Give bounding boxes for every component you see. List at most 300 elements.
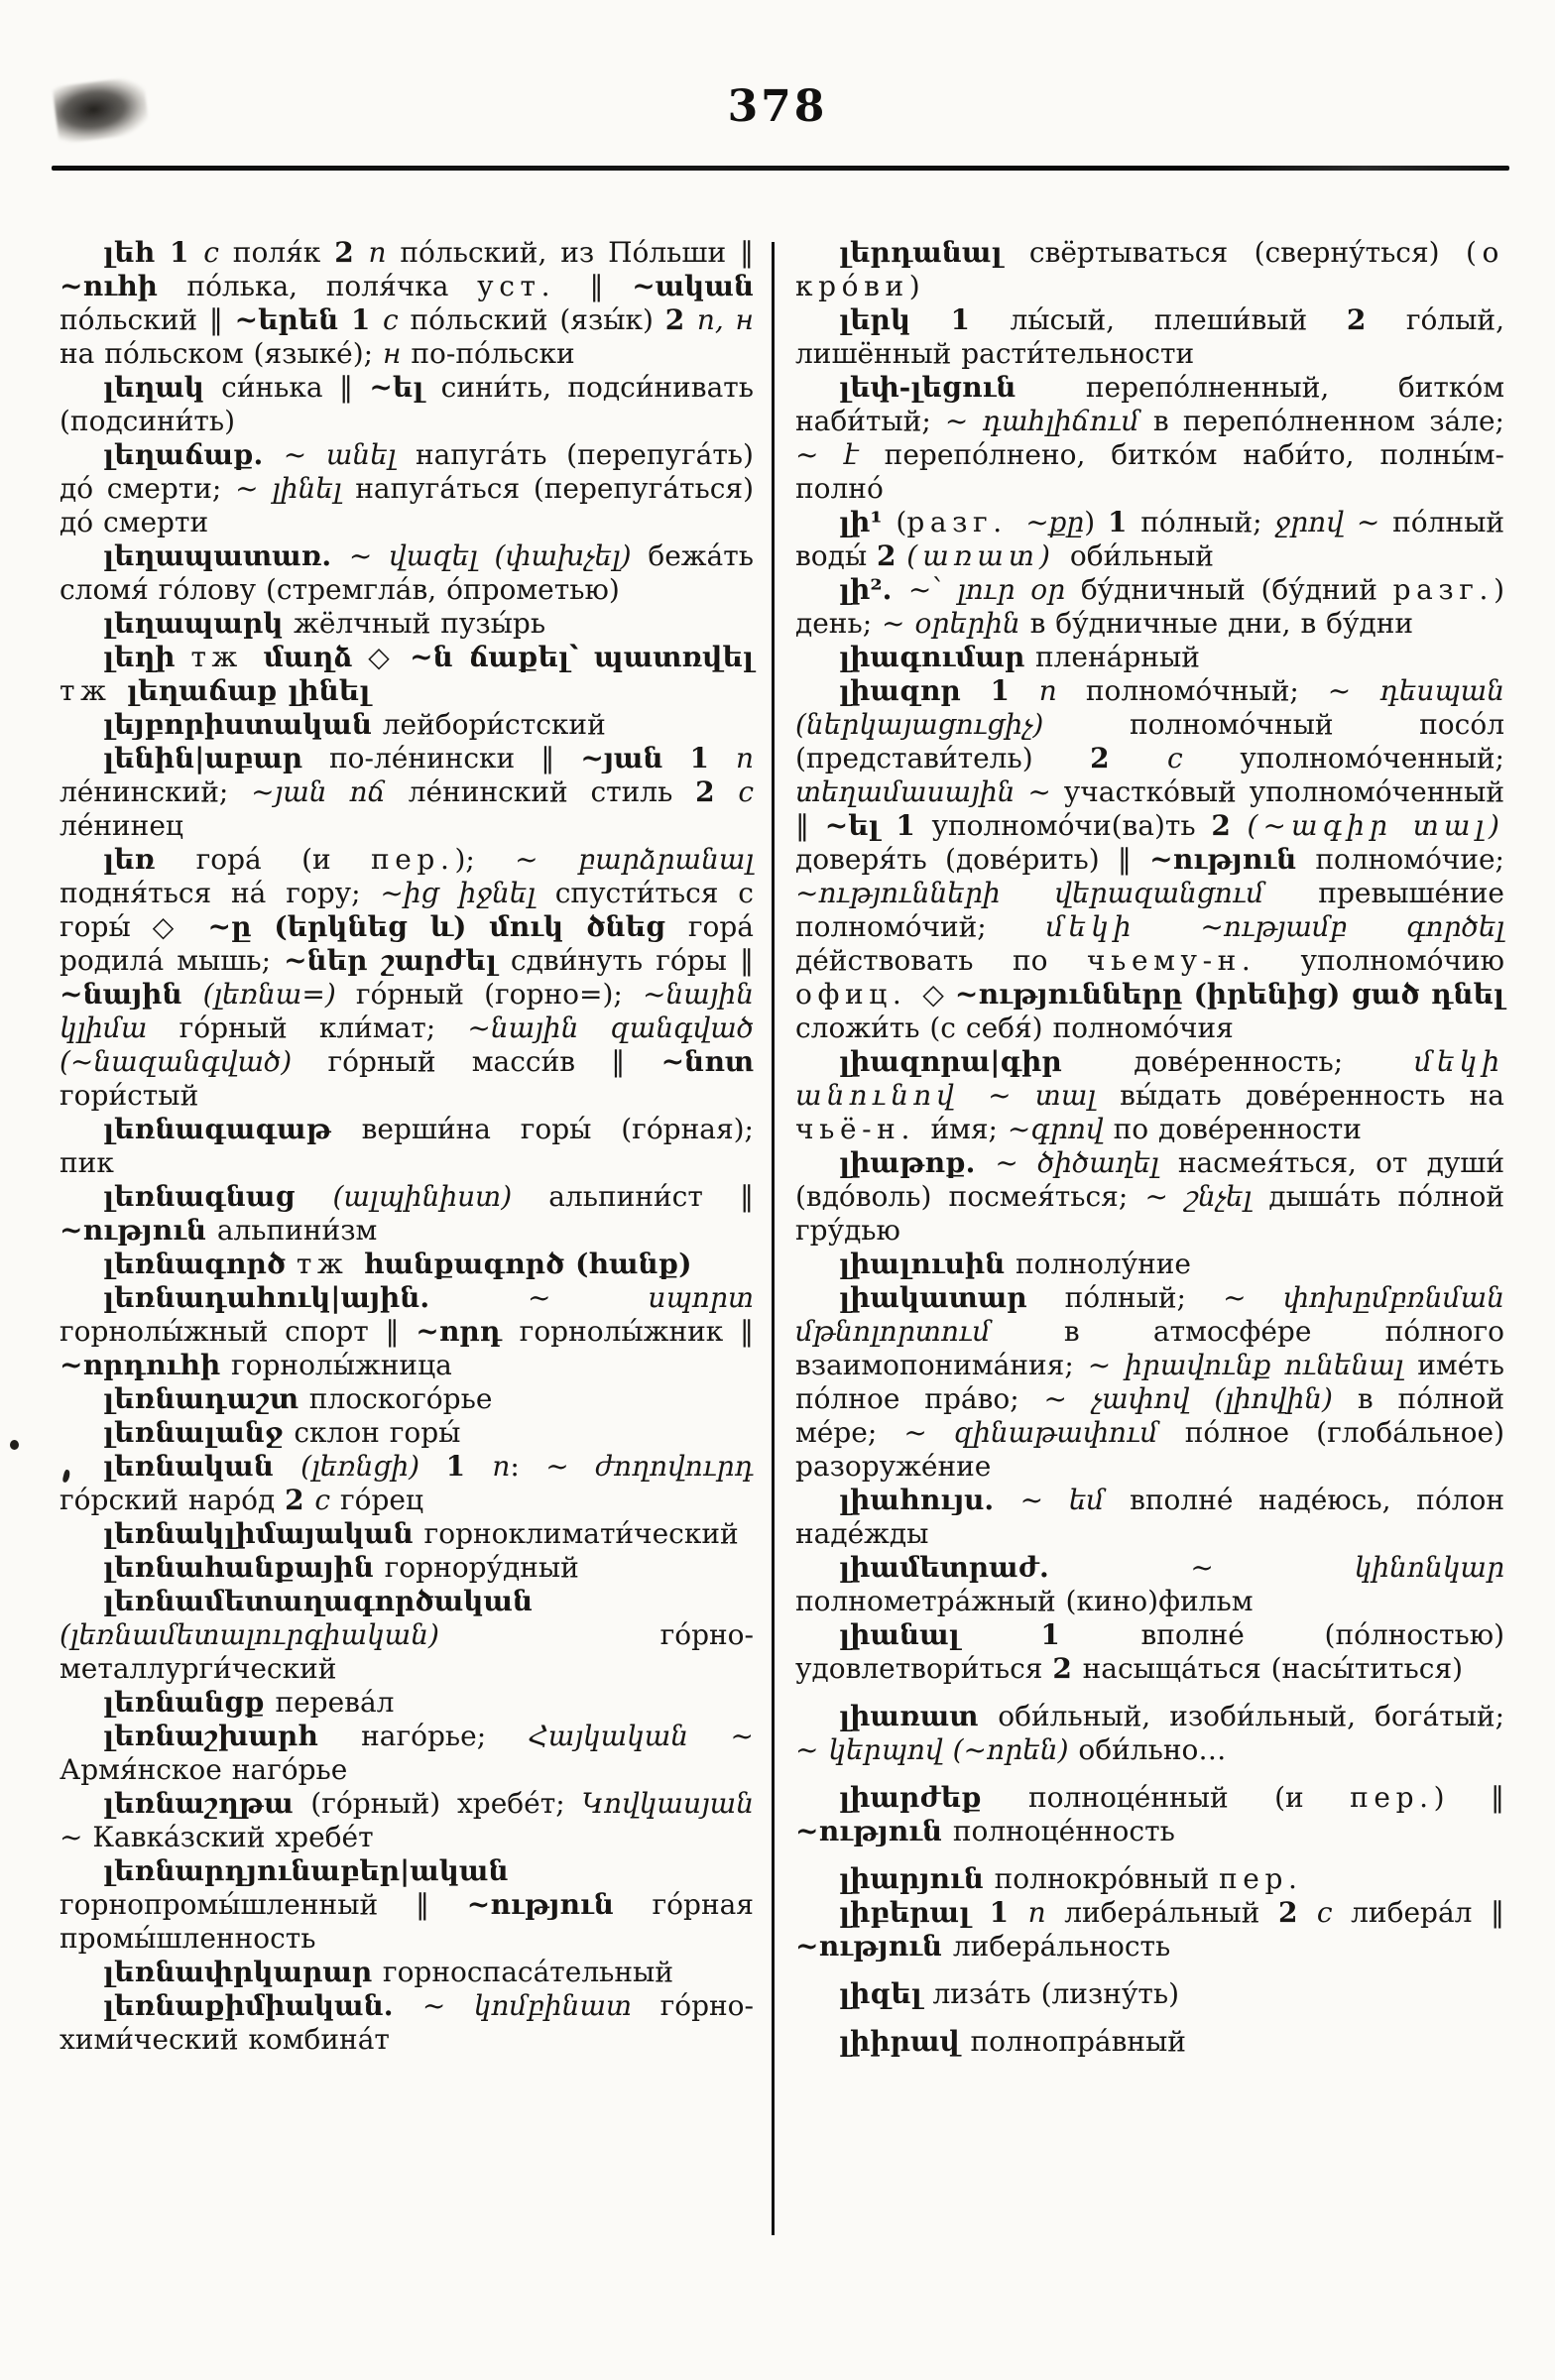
entry-text: կինոնկար <box>1354 1551 1504 1584</box>
entry-text: горноклимати́ческий <box>423 1517 739 1550</box>
entry-text: свёртываться (сверну́ться) <box>1028 236 1467 269</box>
entry-text: ) ‖ <box>1433 1781 1505 1814</box>
entry-text: склон горы́ <box>294 1416 461 1449</box>
entry-text: : ~ <box>510 1450 596 1483</box>
dictionary-entry <box>60 1686 754 1720</box>
entry-text: է <box>844 438 885 471</box>
entry-text: 1 <box>950 303 1011 336</box>
entry-text: ~նային զանգված (~նազանգված) <box>60 1012 754 1078</box>
entry-text: տեղամասային <box>795 775 1028 808</box>
headword: լեղի <box>103 641 191 673</box>
entry-text: ~ участко́вый уполномо́ченный ‖ <box>795 775 1504 842</box>
headword: լերդանալ <box>839 236 1029 269</box>
entry-text: ); ~ <box>454 843 578 876</box>
dictionary-entry <box>795 1551 1504 1618</box>
headword: լեռնագագաթ <box>103 1113 362 1145</box>
entry-text: пер. <box>1219 1862 1303 1895</box>
dictionary-entry <box>795 506 1504 573</box>
entry-text: 2 <box>1211 809 1248 842</box>
headword: ~ություն <box>1149 843 1316 876</box>
dictionary-entry <box>795 1896 1504 1964</box>
dictionary-entry <box>60 539 754 607</box>
entry-text: и́мя; <box>930 1113 1008 1145</box>
entry-text: ) день; ~ <box>795 573 1504 640</box>
headword: ~նոտ <box>660 1045 754 1078</box>
dictionary-entry <box>795 1281 1504 1484</box>
dictionary-entry <box>795 641 1504 674</box>
entry-text: пер. <box>371 843 455 876</box>
entry-text: на по́льском (языке́); <box>60 337 383 370</box>
entry-text: (го́рный) хребе́т; <box>310 1787 582 1820</box>
entry-text: в по́лной ме́ре; ~ <box>795 1382 1504 1449</box>
entry-text: չափով (լիովին) <box>1091 1382 1358 1415</box>
entry-text: го́рец <box>339 1484 423 1516</box>
headword: լեղաճաք. <box>103 438 284 471</box>
headword: ~որդ <box>416 1315 520 1348</box>
entry-text: 2 <box>1052 1652 1083 1685</box>
dictionary-entry <box>795 371 1504 506</box>
dictionary-entry <box>60 742 754 843</box>
headword: լեռնակլիմայական <box>103 1517 424 1550</box>
entry-text: ջրով <box>1274 506 1357 538</box>
headword: լեղակ <box>103 371 222 404</box>
entry-text: Կովկասյան <box>581 1787 754 1820</box>
entry-text: насыща́ться (насы́титься) <box>1082 1652 1464 1685</box>
entry-text: сини́ть, подси́нивать (подсини́ть) <box>60 371 754 437</box>
entry-text: ~ <box>1190 1551 1355 1584</box>
dictionary-entry <box>60 438 754 539</box>
entry-text: бу́дничный (бу́дний <box>1080 573 1393 606</box>
entry-text: ле́нинский стиль <box>408 775 696 808</box>
entry-text: 2 <box>664 303 697 336</box>
entry-text: де́йствовать по <box>795 944 1087 977</box>
dictionary-entry <box>60 1720 754 1787</box>
entry-text: п <box>368 236 401 269</box>
entry-text: ~՝ <box>907 573 958 606</box>
entry-text: по́лный; <box>1140 506 1275 538</box>
entry-text: վազել (փախչել) <box>389 539 649 572</box>
entry-text: եմ <box>1068 1484 1131 1516</box>
entry-text: либера́льный <box>1064 1896 1278 1929</box>
headword: լեղապարկ <box>103 607 295 640</box>
entry-text: насмея́ться, от души́ (вдо́воль) посмея́ться; ~ <box>795 1146 1505 1213</box>
headword: ~որդուհի <box>60 1349 231 1381</box>
entry-text: 2 <box>1090 742 1168 774</box>
headword: լենին|աբար <box>103 742 330 774</box>
headword: լիալուսին <box>839 1248 1016 1280</box>
right-column <box>795 236 1504 2059</box>
dictionary-entry <box>795 1248 1504 1281</box>
headword: լիբերալ <box>839 1896 990 1929</box>
entry-text: շնչել <box>1185 1180 1269 1213</box>
entry-text: п <box>1038 674 1086 707</box>
headword: լի¹ <box>839 506 897 538</box>
entry-text: կոմբինատ <box>473 1989 660 2022</box>
entry-text: наго́рье; <box>361 1720 529 1752</box>
entry-text: дове́ренность; <box>1134 1045 1414 1078</box>
entry-text: п <box>735 742 755 774</box>
headword: ~ել <box>369 371 441 404</box>
headword: լեռնագործ <box>103 1248 297 1280</box>
entry-text: с <box>1316 1896 1352 1929</box>
entry-text: 2 <box>334 236 369 269</box>
entry-text: 2 <box>877 539 907 572</box>
dictionary-entry <box>795 1781 1504 1848</box>
entry-text: իրավունք ունենալ <box>1125 1349 1418 1381</box>
entry-text: անել <box>325 438 416 471</box>
entry-text: перепо́лнено, битко́м наби́то, полны́м-полно́ <box>795 438 1504 505</box>
headword: ~ություն <box>795 1815 953 1847</box>
entry-text: разг. <box>1392 573 1495 606</box>
entry-text: полнолу́ние <box>1016 1248 1191 1280</box>
headword: լիարժեք <box>839 1781 1028 1814</box>
entry-text: по-по́льски <box>411 337 575 370</box>
entry-text: (առատ) <box>906 539 1070 572</box>
entry-text: тж <box>60 674 127 707</box>
entry-text: դեսպան (ներկայացուցիչ) <box>795 674 1505 741</box>
headword: լեռնալանջ <box>103 1416 295 1449</box>
dictionary-entry <box>60 1956 754 1989</box>
entry-text: 2 <box>285 1484 315 1516</box>
ink-speck <box>10 1440 19 1450</box>
headword: լեղաճաք <box>126 674 289 707</box>
entry-text: полномо́чный посо́л (представи́тель) <box>795 708 1504 774</box>
header-rule <box>52 166 1509 171</box>
entry-text: офиц. <box>795 978 923 1011</box>
headword: ~յան <box>580 742 690 774</box>
dictionary-entry <box>60 1551 754 1585</box>
entry-text: перева́л <box>275 1686 395 1719</box>
entry-text: лейбори́стский <box>382 708 606 741</box>
entry-text: ~ по́лный воды́ <box>795 506 1505 572</box>
entry-text: альпини́зм <box>216 1214 378 1247</box>
entry-text: го́рный кли́мат; <box>179 1012 468 1044</box>
headword: լինել <box>288 674 371 707</box>
entry-text: доверя́ть (дове́рить) ‖ <box>795 843 1150 876</box>
entry-text: ~ությամբ գործել <box>1200 910 1504 943</box>
dictionary-entry <box>795 1618 1504 1686</box>
dictionary-entry <box>795 573 1504 641</box>
entry-text: կերպով (~որեն) <box>828 1733 1079 1766</box>
entry-text: в атмосфе́ре по́лного взаимопонима́ния; ~ <box>795 1315 1505 1381</box>
entry-text: чьё-н. <box>795 1113 931 1145</box>
entry-text: полнокро́вный <box>994 1862 1220 1895</box>
dictionary-entry <box>795 2025 1504 2059</box>
dictionary-entry <box>60 843 754 1113</box>
entry-text: поля́к <box>232 236 335 269</box>
entry-text: ( <box>896 506 907 538</box>
entry-text: оби́льный <box>1069 539 1214 572</box>
headword: ~ությունները (իրենից) ցած դնել <box>954 978 1505 1011</box>
headword: լեռնանցք <box>103 1686 276 1719</box>
entry-text: ~գրով <box>1007 1113 1114 1145</box>
entry-text: 2 <box>695 775 739 808</box>
entry-text: ~նային կլիմա <box>60 978 754 1044</box>
dictionary-entry <box>795 1977 1504 2011</box>
headword: լեռնաշղթա <box>103 1787 311 1820</box>
entry-text: напуга́ть (перепуга́ть) до́ смерти; ~ <box>60 438 754 505</box>
entry-text: 2 <box>1346 303 1406 336</box>
dictionary-entry <box>60 607 754 641</box>
headword: լեփ-լեցուն <box>839 371 1086 404</box>
entry-text: превыше́ние полномо́чий; <box>795 877 1504 943</box>
headword: լեռնաքիմիական. <box>103 1989 422 2022</box>
headword: լիակատար <box>839 1281 1065 1314</box>
headword: լիահույս. <box>839 1484 1020 1516</box>
entry-text: спусти́ться с горы́ ◇ <box>60 877 754 943</box>
dictionary-entry <box>795 1045 1504 1146</box>
entry-text: го́рно-хими́ческий комбина́т <box>60 1989 754 2056</box>
entry-text: го́рный (горно=); <box>355 978 643 1011</box>
page-header <box>0 81 1555 132</box>
dictionary-entry <box>60 371 754 438</box>
entry-text: (լեռնցի) <box>300 1450 446 1483</box>
entry-text: по́льский ‖ <box>60 303 235 336</box>
entry-text: 1 <box>1108 506 1141 538</box>
entry-text: (ալպինիստ) <box>332 1180 549 1213</box>
page-number: 378 <box>727 81 828 132</box>
entry-text: п <box>1027 1896 1065 1929</box>
dictionary-entry <box>60 1281 754 1382</box>
column-divider <box>772 242 775 2235</box>
entry-text: 1 <box>990 674 1039 707</box>
entry-text: пер. <box>1350 1781 1434 1814</box>
entry-text: плена́рный <box>1034 641 1200 673</box>
headword: ~նային <box>60 978 203 1011</box>
entry-text: вполне́ (по́лностью) удовлетвори́ться <box>795 1618 1505 1685</box>
entry-text: полноце́нность <box>952 1815 1175 1847</box>
headword: լիազորա|գիր <box>839 1045 1135 1078</box>
entry-text: по́лное (глоба́льное) разоруже́ние <box>795 1416 1504 1483</box>
entry-text: тж <box>190 641 264 673</box>
headword: լեռ <box>103 843 196 876</box>
entry-text: ~ <box>1019 1484 1069 1516</box>
headword: լի². <box>839 573 908 606</box>
headword: լիամետրաժ. <box>839 1551 1191 1584</box>
dictionary-entry <box>60 1113 754 1180</box>
headword: ~ություն <box>60 1214 217 1247</box>
headword: լիիրավ <box>839 2025 971 2058</box>
entry-text: дыша́ть по́лной гру́дью <box>795 1180 1504 1247</box>
entry-text: ле́нинский; <box>60 775 252 808</box>
dictionary-entry <box>795 236 1504 303</box>
dictionary-entry <box>60 1450 754 1517</box>
entry-text: փոխըմբռնման մթնոլորտում <box>795 1281 1504 1348</box>
headword: լեռնահանքային <box>103 1551 385 1584</box>
headword: լիաթոք. <box>839 1146 996 1179</box>
entry-text: горнопромы́шленный ‖ <box>60 1888 467 1921</box>
headword: լեղապատառ. <box>103 539 349 572</box>
entry-text: ◇ <box>922 978 955 1011</box>
entry-text: тж <box>296 1248 364 1280</box>
entry-text: оби́льно… <box>1078 1733 1227 1766</box>
headword: հանքագործ (հանք) <box>363 1248 692 1280</box>
entry-text: (~ագիր տալ) <box>1247 809 1504 842</box>
headword: լիագումար <box>839 641 1035 673</box>
entry-text: чьему-н. <box>1087 944 1301 977</box>
entry-text: жёлчный пузы́рь <box>294 607 546 640</box>
entry-text: 1 <box>689 742 736 774</box>
dictionary-entry <box>60 1416 754 1450</box>
dictionary-entry <box>60 1854 754 1956</box>
entry-text: полноце́нный (и <box>1027 1781 1351 1814</box>
entry-text: го́рский наро́д <box>60 1484 286 1516</box>
headword: ~ել <box>824 809 897 842</box>
entry-text: ~ությունների վերազանցում <box>795 877 1319 909</box>
headword: լեռնադահուկ|ային. <box>103 1281 528 1314</box>
headword: լիազոր <box>839 674 991 707</box>
entry-text: горнолы́жница <box>230 1349 452 1381</box>
entry-text: подня́ться на́ гору; <box>60 877 381 909</box>
entry-text: полнопра́вный <box>970 2025 1186 2058</box>
entry-text: ~ից իջնել <box>380 877 555 909</box>
entry-text: ) <box>1084 506 1109 538</box>
entry-text: гора́ (и <box>195 843 371 876</box>
entry-text: име́ть по́лное пра́во; ~ <box>795 1349 1504 1415</box>
headword: լեռնափրկարար <box>103 1956 383 1988</box>
entry-text: զինաթափում <box>953 1416 1185 1449</box>
entry-text: либера́л ‖ <box>1351 1896 1505 1929</box>
dictionary-entry <box>795 1862 1504 1896</box>
headword: լիզել <box>839 1977 933 2010</box>
entry-text: ~ Армя́нское наго́рье <box>60 1720 754 1786</box>
headword: լեռնարդյունաբեր|ական <box>103 1854 509 1887</box>
headword: լեռնադաշտ <box>103 1382 309 1415</box>
entry-text: ~ <box>421 1989 474 2022</box>
entry-text: с <box>738 775 755 808</box>
dictionary-entry <box>795 674 1504 1045</box>
dictionary-entry <box>60 1382 754 1416</box>
entry-text: горнолы́жный спорт ‖ <box>60 1315 417 1348</box>
entry-text: разг. <box>906 506 1026 538</box>
entry-text: полнометра́жный (кино)фильм <box>795 1585 1254 1617</box>
entry-text: верши́на горы́ (го́рная); пик <box>60 1113 754 1179</box>
entry-text: մեկի <box>1045 910 1201 943</box>
headword: ~երեն <box>234 303 351 336</box>
headword: ~ություն <box>795 1930 953 1963</box>
headword: լեռնագնաց <box>103 1180 333 1213</box>
entry-text: 1 <box>169 236 204 269</box>
entry-text: ծիծաղել <box>1037 1146 1178 1179</box>
entry-text: (լեռնամետալուրգիական) <box>60 1618 660 1651</box>
entry-text: 1 <box>989 1896 1028 1929</box>
entry-text: альпини́ст ‖ <box>548 1180 755 1213</box>
entry-text: уполномо́чи(ва)ть <box>931 809 1212 842</box>
entry-text: по́лька, поля́чка <box>186 270 478 302</box>
entry-text: горноспаса́тельный <box>382 1956 673 1988</box>
entry-text: п <box>492 1450 511 1483</box>
entry-text: с <box>1167 742 1241 774</box>
dictionary-entry <box>795 1484 1504 1551</box>
entry-text: ◇ <box>368 641 411 673</box>
entry-text: ~ <box>348 539 390 572</box>
dictionary-entry <box>60 236 754 371</box>
headword: ~ը (երկնեց և) մուկ ծնեց <box>207 910 688 943</box>
entry-text: լինել <box>272 472 356 505</box>
entry-text: բարձրանալ <box>577 843 755 876</box>
entry-text: ~ <box>527 1281 649 1314</box>
entry-text: с <box>383 303 411 336</box>
entry-text: гора́ родила́ мышь; <box>60 910 754 977</box>
dictionary-entry <box>60 1989 754 2057</box>
dictionary-entry <box>795 1700 1504 1767</box>
dictionary-entry <box>60 1787 754 1854</box>
dictionary-entry <box>60 1248 754 1281</box>
entry-text: ժողովուրդ <box>595 1450 754 1483</box>
entry-text: по́лный; ~ <box>1064 1281 1283 1314</box>
entry-text: лы́сый, плеши́вый <box>1010 303 1347 336</box>
dictionary-entry <box>60 1585 754 1686</box>
entry-text: го́рная промы́шленность <box>60 1888 754 1955</box>
entry-text: 1 <box>1040 1618 1141 1651</box>
entry-text: уст. <box>477 270 590 302</box>
entry-text: горнолы́жник ‖ <box>519 1315 755 1348</box>
dictionary-entry <box>60 1517 754 1551</box>
entry-text: в перепо́лненном за́ле; ~ <box>795 405 1504 471</box>
entry-text: сложи́ть (с себя́) полномо́чия <box>795 1012 1234 1044</box>
headword: լեռնաշխարհ <box>103 1720 362 1752</box>
entry-text: го́рно-металлурги́ческий <box>60 1618 754 1685</box>
dictionary-entry <box>60 708 754 742</box>
entry-text: (о кро́ви) <box>795 236 1504 302</box>
entry-text: ~ Кавка́зский хребе́т <box>60 1821 374 1853</box>
entry-text: гори́стый <box>60 1079 199 1112</box>
entry-text: 1 <box>445 1450 493 1483</box>
headword: լեյբորիստական <box>103 708 383 741</box>
entry-text: бежа́ть сломя́ го́лову (стремгла́в, о́прометью) <box>60 539 754 606</box>
dictionary-entry <box>795 1146 1504 1248</box>
entry-text: (լեռնա=) <box>202 978 356 1011</box>
entry-text: уполномо́чию <box>1300 944 1505 977</box>
entry-text: ле́нинец <box>60 809 183 842</box>
left-column <box>60 236 754 2057</box>
headword: ~ներ շարժել <box>284 944 511 977</box>
entry-text: напуга́ться (перепуга́ться) до́ смерти <box>60 472 754 538</box>
headword: մաղձ <box>263 641 369 673</box>
dictionary-entry <box>795 303 1504 371</box>
headword: լիանալ <box>839 1618 1041 1651</box>
entry-text: մեկի անունով <box>795 1045 1505 1112</box>
entry-text: вы́дать дове́ренность на <box>1120 1079 1504 1112</box>
headword: լեռնամետաղագործական <box>103 1585 534 1617</box>
entry-text: уполномо́ченный; <box>1240 742 1504 774</box>
entry-text: н <box>383 337 412 370</box>
entry-text: оби́льный, изоби́льный, бога́тый; ~ <box>795 1700 1504 1766</box>
entry-text: с <box>314 1484 340 1516</box>
entry-text: ~ <box>988 1079 1035 1112</box>
entry-text: по́льский, из По́льши ‖ <box>400 236 755 269</box>
dictionary-entry <box>60 1180 754 1248</box>
entry-text: օրերին <box>914 607 1030 640</box>
entry-text: по́льский (язы́к) <box>410 303 665 336</box>
entry-text: ~ <box>283 438 326 471</box>
dictionary-entry <box>60 641 754 708</box>
headword: ~ություն <box>466 1888 653 1921</box>
entry-text: по-ле́нински ‖ <box>329 742 581 774</box>
entry-text: տալ <box>1034 1079 1121 1112</box>
entry-text: полномо́чный; ~ <box>1085 674 1380 707</box>
entry-text: го́лый, лишённый расти́тельности <box>795 303 1504 370</box>
entry-text: сдви́нуть го́ры ‖ <box>510 944 754 977</box>
entry-text: полномо́чие; <box>1315 843 1504 876</box>
entry-text: 1 <box>350 303 384 336</box>
entry-text: դահլիճում <box>982 405 1153 437</box>
entry-text: плоского́рье <box>308 1382 493 1415</box>
entry-text: горнору́дный <box>384 1551 579 1584</box>
entry-text: սպորտ <box>648 1281 754 1314</box>
entry-text: с <box>203 236 233 269</box>
entry-text: в бу́дничные дни, в бу́дни <box>1029 607 1414 640</box>
